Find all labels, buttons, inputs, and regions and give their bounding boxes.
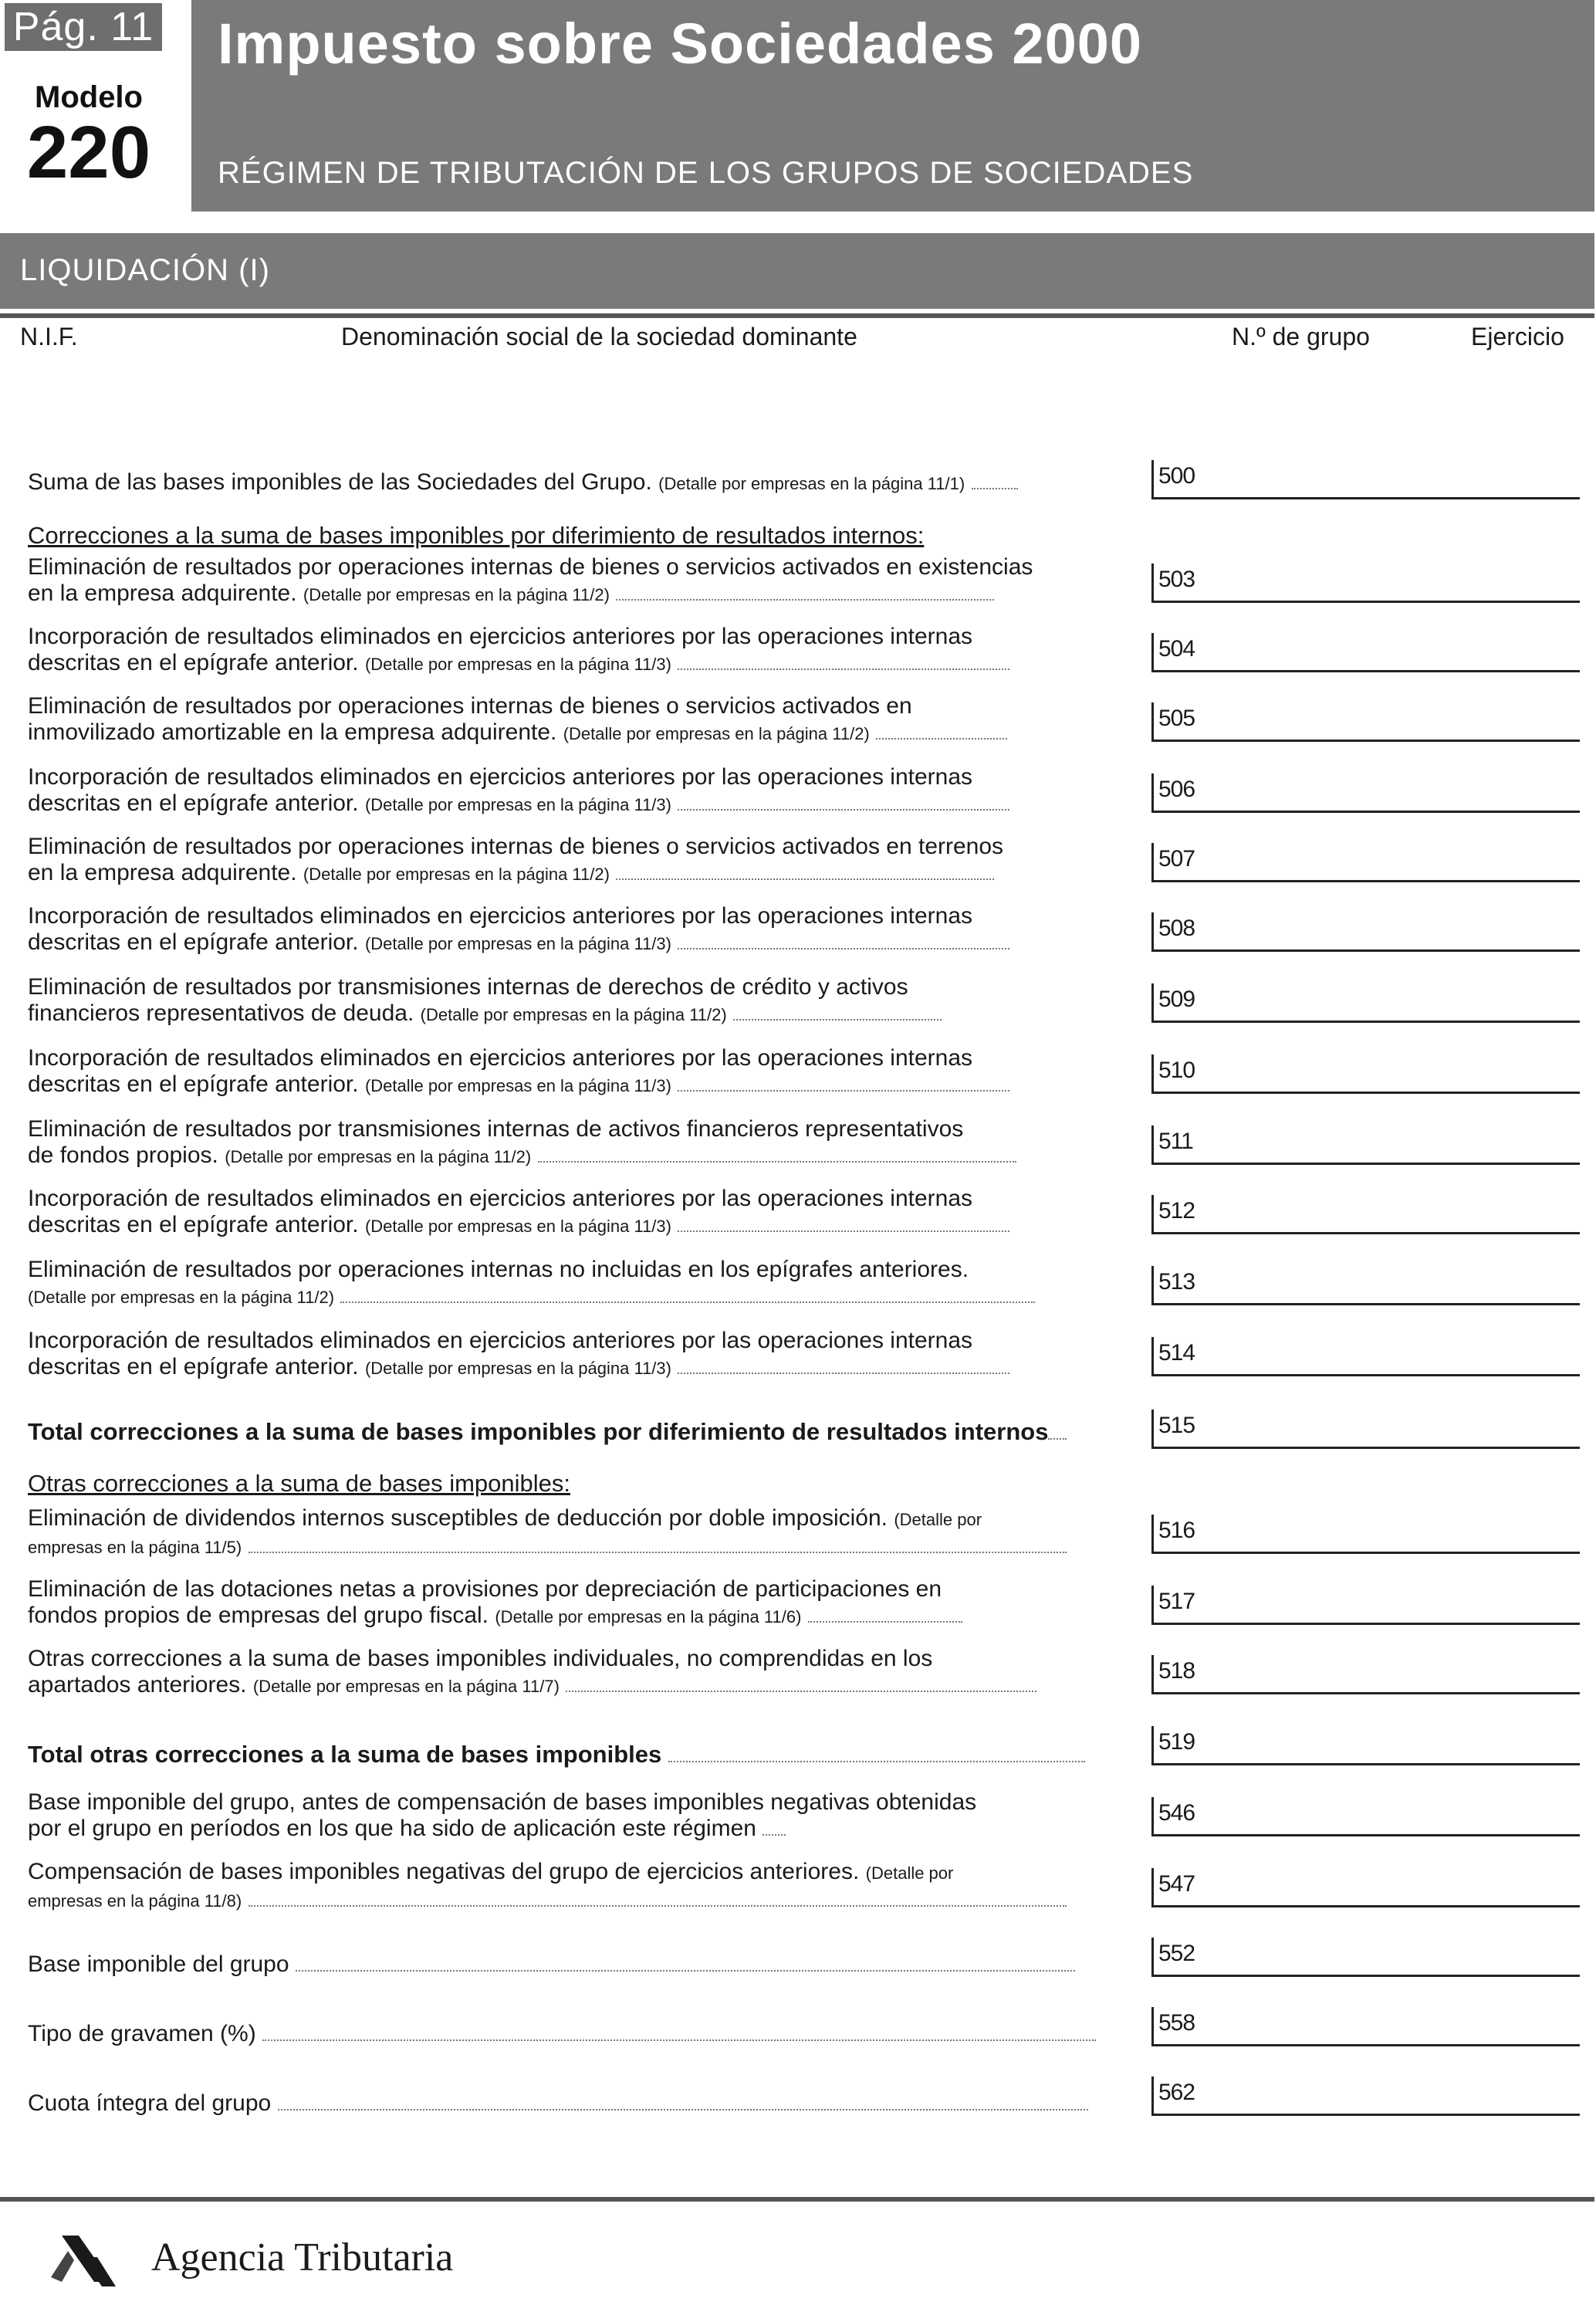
field-code: 504 — [1158, 636, 1195, 662]
row-label: Total otras correcciones a la suma de bases imponibles — [28, 1741, 662, 1768]
row-detail: (Detalle por empresas en la página 11/3) — [364, 1359, 671, 1378]
row-503 — [28, 554, 1131, 608]
row-label: Incorporación de resultados eliminados en ejercicios anteriores por las operaciones internas — [28, 764, 973, 790]
field-512[interactable] — [1151, 1195, 1580, 1234]
row-label: Compensación de bases imponibles negativas del grupo de ejercicios anteriores. — [28, 1859, 860, 1884]
field-516[interactable] — [1151, 1515, 1580, 1554]
row-detail: (Detalle por empresas en la página 11/2) — [303, 585, 610, 604]
field-code: 513 — [1158, 1269, 1195, 1295]
field-546[interactable] — [1151, 1797, 1580, 1836]
row-detail: empresas en la página 11/5) — [28, 1538, 242, 1557]
field-509[interactable] — [1151, 983, 1580, 1023]
row-detail-1: (Detalle por — [894, 1510, 982, 1529]
row-label-2: financieros representativos de deuda. — [28, 1000, 414, 1026]
field-504[interactable] — [1151, 633, 1580, 672]
field-503[interactable] — [1151, 564, 1580, 603]
row-509 — [28, 974, 1131, 1028]
field-code: 508 — [1158, 916, 1195, 941]
field-code: 500 — [1158, 463, 1195, 489]
field-513[interactable] — [1151, 1266, 1580, 1305]
row-label: Base imponible del grupo, antes de compensación de bases imponibles negativas obtenidas — [28, 1789, 977, 1815]
field-code: 518 — [1158, 1658, 1195, 1684]
row-516 — [28, 1505, 1131, 1561]
row-558 — [28, 2021, 1131, 2047]
col-grupo: N.º de grupo — [1232, 323, 1370, 350]
section-title: LIQUIDACIÓN (I) — [20, 253, 270, 287]
col-nif: N.I.F. — [20, 323, 78, 350]
row-detail: (Detalle por empresas en la página 11/2) — [563, 724, 870, 743]
field-code: 507 — [1158, 846, 1195, 872]
row-label-2: descritas en el epígrafe anterior. — [28, 1071, 359, 1097]
row-label-2: descritas en el epígrafe anterior. — [28, 929, 359, 955]
row-552 — [28, 1951, 1131, 1978]
row-label: Eliminación de las dotaciones netas a provisiones por depreciación de participaciones en — [28, 1576, 942, 1602]
row-500 — [28, 469, 1131, 497]
row-detail: (Detalle por empresas en la página 11/2) — [303, 865, 610, 884]
field-code: 515 — [1158, 1413, 1195, 1438]
col-denominacion: Denominación social de la sociedad dominante — [341, 323, 857, 350]
row-label-2: descritas en el epígrafe anterior. — [28, 1212, 359, 1237]
field-code: 511 — [1158, 1129, 1193, 1154]
row-507 — [28, 834, 1131, 888]
row-detail: (Detalle por empresas en la página 11/3) — [364, 795, 671, 814]
row-label-2: inmovilizado amortizable en la empresa adquirente. — [28, 719, 557, 745]
row-514 — [28, 1328, 1131, 1382]
row-label: Eliminación de dividendos internos susceptibles de deducción por doble imposición. — [28, 1505, 888, 1531]
field-code: 546 — [1158, 1800, 1195, 1826]
row-label: Cuota íntegra del grupo — [28, 2090, 272, 2116]
row-label: Otras correcciones a la suma de bases imponibles individuales, no comprendidas en los — [28, 1646, 933, 1671]
field-code: 503 — [1158, 567, 1195, 592]
field-code: 509 — [1158, 987, 1195, 1012]
field-511[interactable] — [1151, 1125, 1580, 1165]
field-code: 558 — [1158, 2010, 1195, 2036]
row-562 — [28, 2090, 1131, 2117]
row-label: Eliminación de resultados por transmisiones internas de derechos de crédito y activos — [28, 974, 908, 1000]
field-code: 562 — [1158, 2080, 1195, 2105]
row-label-2: descritas en el epígrafe anterior. — [28, 650, 359, 675]
row-515 — [28, 1419, 1131, 1446]
agencia-tributaria-logo-icon — [48, 2223, 122, 2293]
field-515[interactable] — [1151, 1410, 1580, 1449]
field-code: 547 — [1158, 1871, 1195, 1897]
row-518 — [28, 1646, 1131, 1700]
row-label-2: descritas en el epígrafe anterior. — [28, 790, 359, 816]
form-title: Impuesto sobre Sociedades 2000 — [218, 12, 1143, 76]
footer-divider — [0, 2197, 1594, 2202]
row-513 — [28, 1257, 1131, 1311]
row-label: Eliminación de resultados por transmisiones internas de activos financieros representativos — [28, 1116, 964, 1142]
field-code: 517 — [1158, 1589, 1195, 1614]
row-label: Base imponible del grupo — [28, 1951, 289, 1977]
row-detail: (Detalle por empresas en la página 11/2) — [28, 1288, 335, 1307]
row-detail: (Detalle por empresas en la página 11/3) — [364, 934, 671, 953]
field-562[interactable] — [1151, 2077, 1580, 2116]
row-label: Incorporación de resultados eliminados en ejercicios anteriores por las operaciones internas — [28, 1328, 973, 1353]
field-507[interactable] — [1151, 843, 1580, 882]
section-corrections: Correcciones a la suma de bases imponibles por diferimiento de resultados internos: — [28, 522, 925, 549]
row-506 — [28, 764, 1131, 818]
row-label: Incorporación de resultados eliminados en ejercicios anteriores por las operaciones internas — [28, 903, 973, 929]
modelo-label: Modelo — [35, 80, 143, 114]
row-label: Eliminación de resultados por operaciones internas de bienes o servicios activados en — [28, 693, 912, 719]
field-552[interactable] — [1151, 1938, 1580, 1977]
row-detail: (Detalle por empresas en la página 11/6) — [495, 1607, 802, 1626]
row-detail-1: (Detalle por — [865, 1863, 954, 1883]
row-label: Eliminación de resultados por operaciones internas de bienes o servicios activados en terrenos — [28, 834, 1004, 859]
row-510 — [28, 1045, 1131, 1099]
row-547 — [28, 1859, 1131, 1914]
row-label-2: apartados anteriores. — [28, 1672, 247, 1697]
field-code: 506 — [1158, 777, 1195, 802]
field-code: 505 — [1158, 706, 1195, 731]
row-508 — [28, 903, 1131, 957]
row-517 — [28, 1576, 1131, 1630]
row-detail: (Detalle por empresas en la página 11/2) — [225, 1147, 532, 1166]
row-label: Eliminación de resultados por operaciones internas de bienes o servicios activados en existencias — [28, 554, 1033, 580]
col-ejercicio: Ejercicio — [1471, 323, 1564, 350]
field-500[interactable] — [1151, 460, 1580, 499]
form-subtitle: RÉGIMEN DE TRIBUTACIÓN DE LOS GRUPOS DE SOCIEDADES — [218, 156, 1194, 190]
field-519[interactable] — [1151, 1726, 1580, 1765]
section-other: Otras correcciones a la suma de bases imponibles: — [28, 1470, 570, 1497]
row-label-2: por el grupo en períodos en los que ha sido de aplicación este régimen — [28, 1816, 756, 1841]
row-detail: (Detalle por empresas en la página 11/3) — [364, 655, 671, 674]
row-label-2: en la empresa adquirente. — [28, 580, 297, 606]
row-detail: (Detalle por empresas en la página 11/3) — [364, 1217, 671, 1236]
row-label: Incorporación de resultados eliminados en ejercicios anteriores por las operaciones internas — [28, 1186, 973, 1211]
row-detail: (Detalle por empresas en la página 11/2) — [420, 1005, 727, 1024]
row-511 — [28, 1116, 1131, 1170]
header-divider — [0, 313, 1594, 318]
field-code: 514 — [1158, 1340, 1195, 1366]
field-547[interactable] — [1151, 1868, 1580, 1907]
row-label-2: fondos propios de empresas del grupo fiscal. — [28, 1603, 489, 1628]
field-518[interactable] — [1151, 1655, 1580, 1694]
row-label: Eliminación de resultados por operaciones internas no incluidas en los epígrafes anteriores. — [28, 1257, 969, 1282]
row-label: Incorporación de resultados eliminados en ejercicios anteriores por las operaciones internas — [28, 624, 973, 649]
field-code: 552 — [1158, 1941, 1195, 1966]
row-label-2: de fondos propios. — [28, 1142, 218, 1168]
field-508[interactable] — [1151, 912, 1580, 952]
row-detail: (Detalle por empresas en la página 11/1) — [658, 474, 965, 493]
field-517[interactable] — [1151, 1586, 1580, 1625]
agency-name: Agencia Tributaria — [151, 2236, 454, 2280]
row-detail: (Detalle por empresas en la página 11/7) — [252, 1677, 560, 1696]
row-512 — [28, 1186, 1131, 1240]
row-label-2: descritas en el epígrafe anterior. — [28, 1354, 359, 1379]
modelo-number: 220 — [26, 111, 151, 194]
row-label: Suma de las bases imponibles de las Sociedades del Grupo. — [28, 469, 652, 495]
field-code: 519 — [1158, 1729, 1195, 1755]
row-label: Tipo de gravamen (%) — [28, 2021, 256, 2046]
row-label-2: en la empresa adquirente. — [28, 860, 297, 885]
row-detail: (Detalle por empresas en la página 11/3) — [364, 1076, 671, 1095]
field-code: 516 — [1158, 1518, 1195, 1543]
row-detail: empresas en la página 11/8) — [28, 1891, 242, 1911]
field-558[interactable] — [1151, 2007, 1580, 2046]
field-510[interactable] — [1151, 1054, 1580, 1094]
row-505 — [28, 693, 1131, 747]
row-label: Incorporación de resultados eliminados en ejercicios anteriores por las operaciones internas — [28, 1045, 973, 1071]
field-514[interactable] — [1151, 1337, 1580, 1376]
field-code: 510 — [1158, 1058, 1195, 1083]
field-505[interactable] — [1151, 702, 1580, 742]
page-badge: Pág. 11 — [5, 3, 162, 51]
row-519 — [28, 1742, 1131, 1769]
row-504 — [28, 624, 1131, 678]
field-code: 512 — [1158, 1198, 1195, 1224]
field-506[interactable] — [1151, 773, 1580, 813]
row-label: Total correcciones a la suma de bases imponibles por diferimiento de resultados internos — [28, 1418, 1049, 1445]
row-546 — [28, 1789, 1131, 1842]
